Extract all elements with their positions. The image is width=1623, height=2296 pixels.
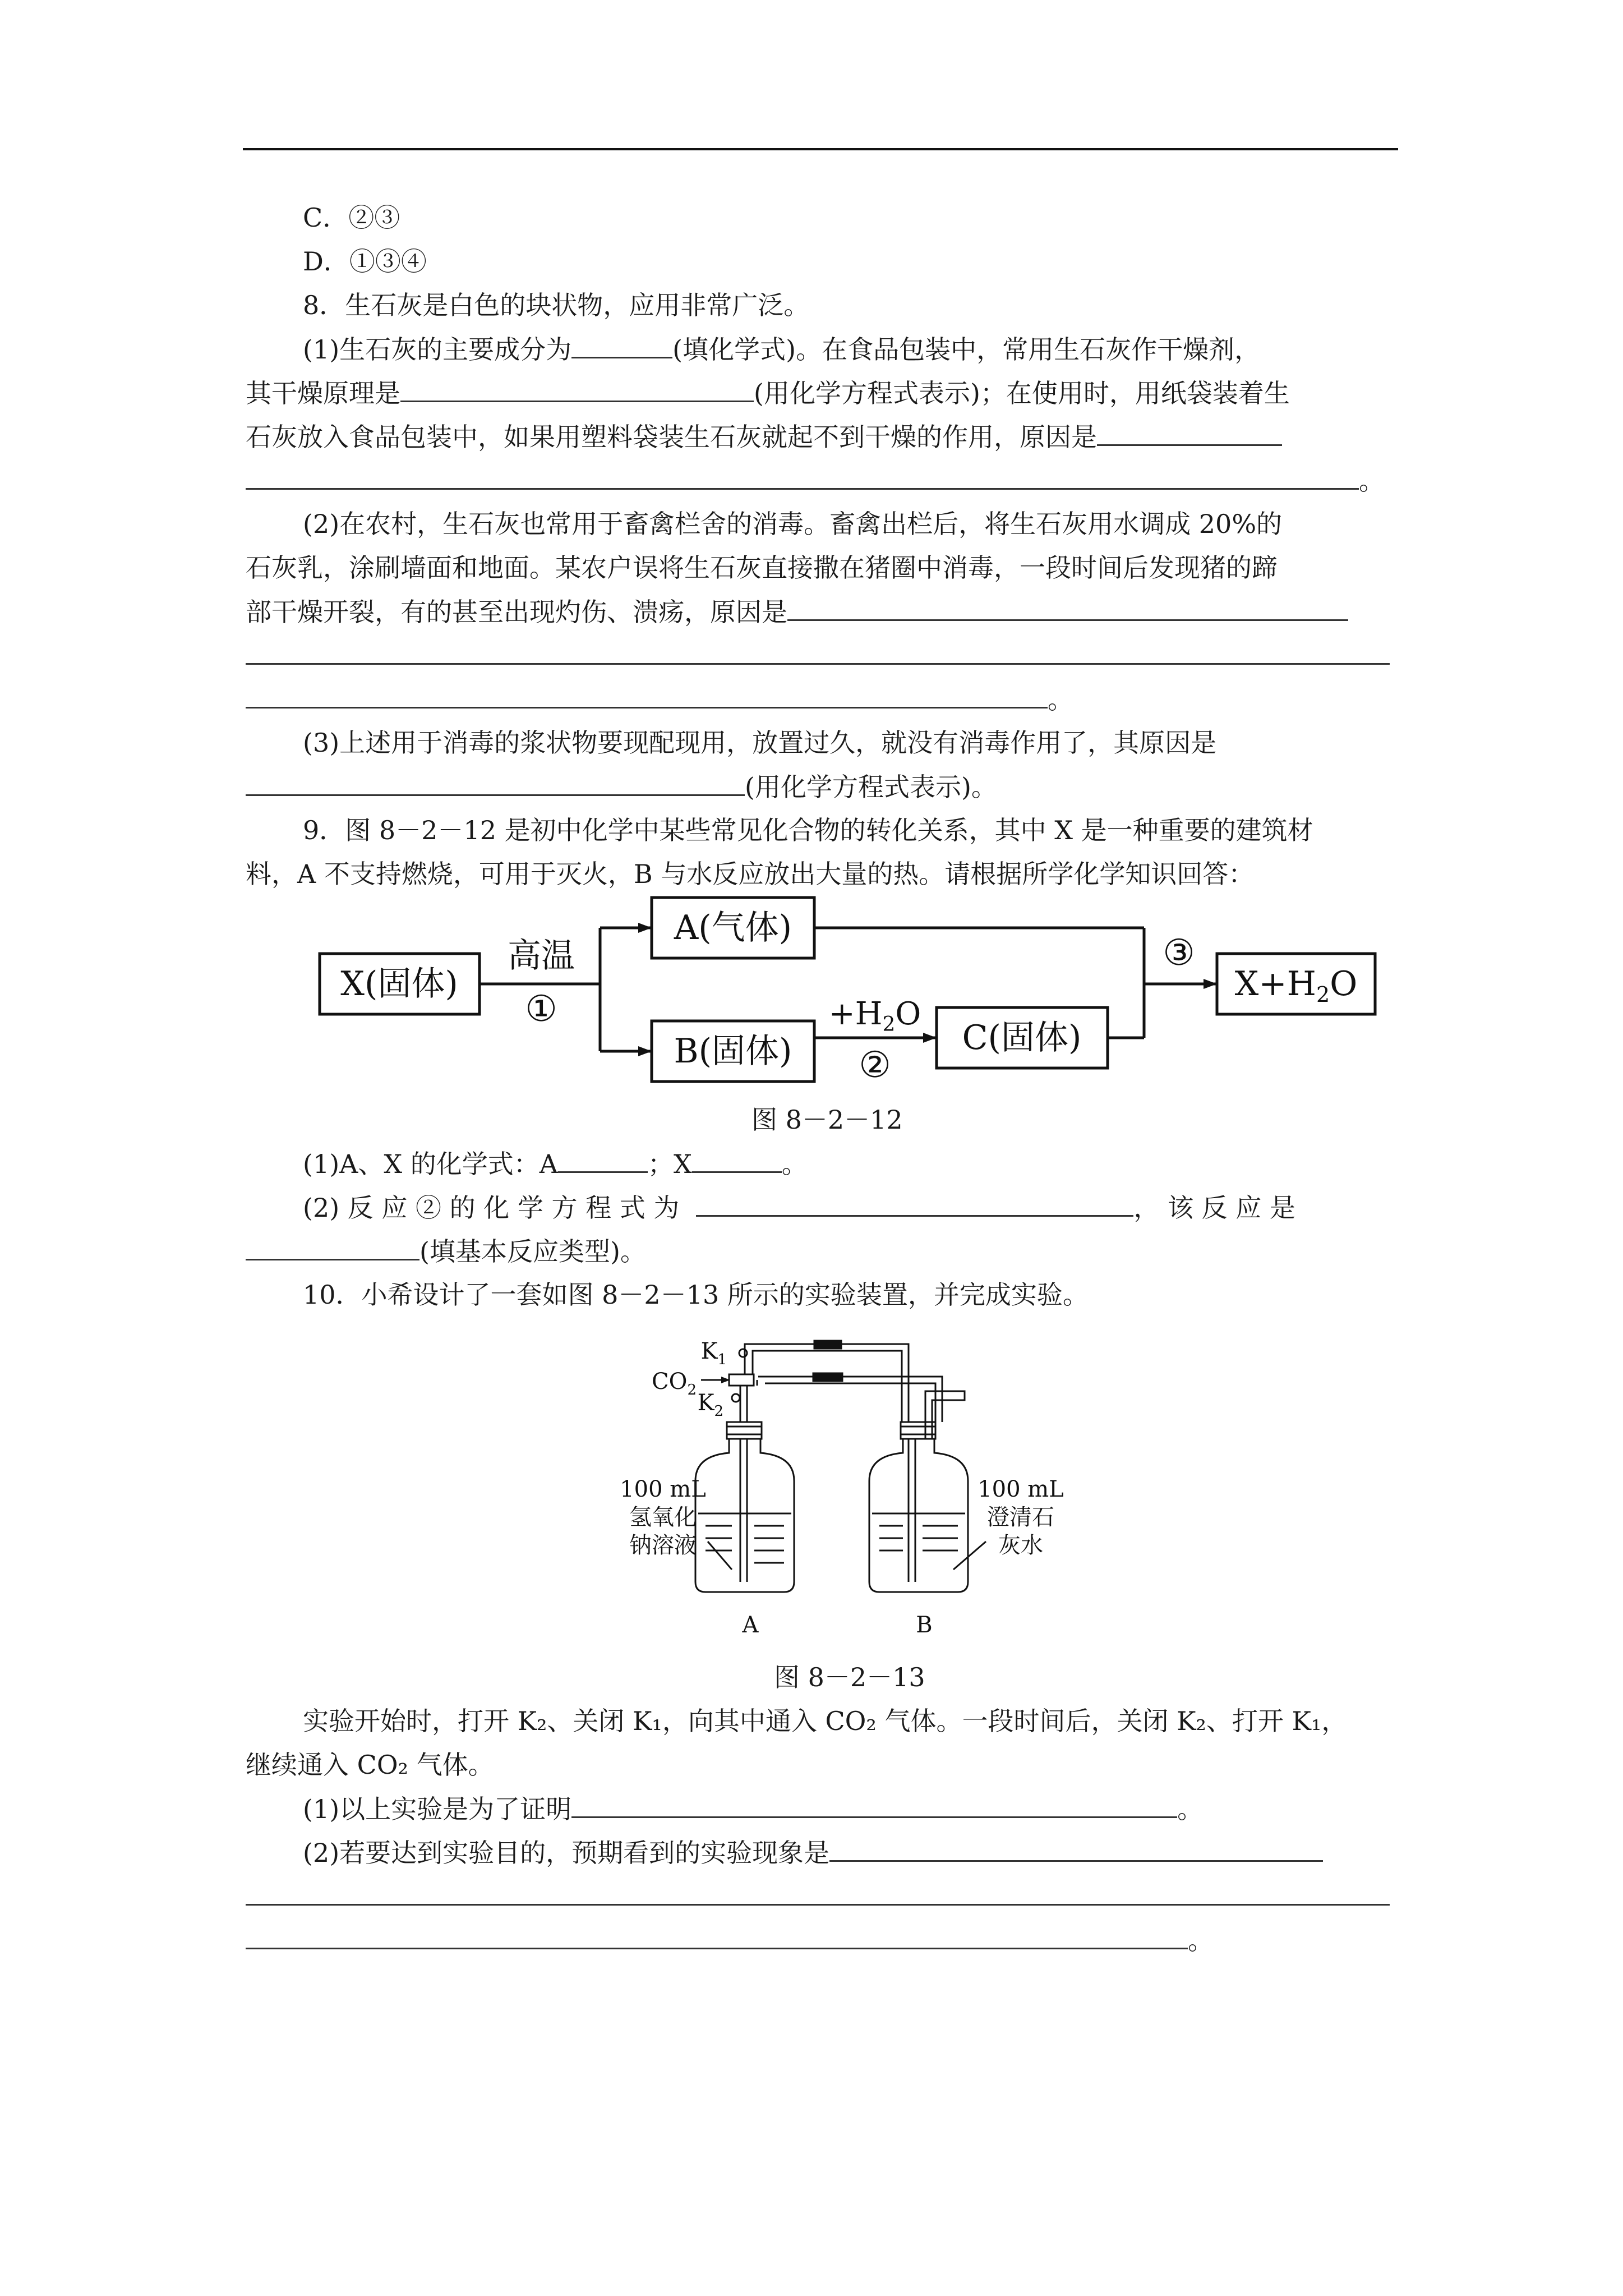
blank[interactable] <box>571 332 672 358</box>
a-box-label: A(气体) <box>674 908 792 947</box>
q10-stem: 10．小希设计了一套如图 8－2－13 所示的实验装置，并完成实验。 <box>303 1280 1089 1310</box>
stopper-b <box>901 1422 935 1439</box>
valve-k1[interactable] <box>739 1349 747 1357</box>
q9-p1: (1)A、X 的化学式：A ；X 。 <box>303 1147 1391 1181</box>
blank[interactable] <box>571 1792 1177 1818</box>
top-rule <box>243 148 1398 150</box>
inlet-tube <box>729 1374 754 1386</box>
k1-label: $K_1$ <box>700 1338 727 1368</box>
q8-p1-line1: (1)生石灰的主要成分为 (填化学式)。在食品包装中，常用生石灰作干燥剂， <box>303 332 1391 366</box>
valve-k2[interactable] <box>732 1394 740 1402</box>
q8-p2-line1: (2)在农村，生石灰也常用于畜禽栏舍的消毒。畜禽出栏后，将生石灰用水调成 20%的 <box>303 509 1283 539</box>
step-3-label: ③ <box>1163 932 1195 974</box>
blank[interactable] <box>246 1879 1390 1906</box>
option-d: D．①③④ <box>303 246 427 277</box>
blank[interactable] <box>246 1234 419 1260</box>
outlet-tube-b <box>925 1391 965 1439</box>
blank[interactable] <box>787 595 1348 621</box>
connector-lower <box>813 1373 842 1381</box>
bottle-b-label: B <box>916 1612 933 1638</box>
blank[interactable] <box>246 682 1048 708</box>
blank[interactable] <box>246 463 1359 490</box>
water-reagent-label: $+H_2O$ <box>828 996 921 1036</box>
c-box-label: C(固体) <box>962 1018 1082 1057</box>
left-solution-line1: 氢氧化 <box>629 1504 697 1530</box>
option-c: C．②③ <box>303 203 400 233</box>
blank[interactable] <box>829 1835 1323 1862</box>
stopper-a <box>727 1422 762 1439</box>
k2-label: $K_2$ <box>697 1390 723 1420</box>
q10-p2-line1: (2)若要达到实验目的，预期看到的实验现象是 <box>303 1835 1391 1870</box>
q10-p2-line3: 。 <box>246 1923 1390 1957</box>
blank[interactable] <box>692 1147 782 1173</box>
q8-p1-line4: 。 <box>246 463 1390 498</box>
q8-stem: 8．生石灰是白色的块状物，应用非常广泛。 <box>303 290 810 320</box>
co2-label: $CO_2$ <box>652 1369 697 1398</box>
blank[interactable] <box>246 770 745 796</box>
blank[interactable] <box>400 376 754 402</box>
q8-p2-line3: 部干燥开裂，有的甚至出现灼伤、溃疡，原因是 <box>246 595 1390 629</box>
left-solution-line2: 钠溶液 <box>629 1533 697 1558</box>
blank[interactable] <box>558 1147 648 1173</box>
blank[interactable] <box>246 638 1390 665</box>
left-volume-label: 100 mL <box>620 1476 706 1502</box>
q10-exp-line1: 实验开始时，打开 K₂、关闭 K₁，向其中通入 CO₂ 气体。一段时间后，关闭 K₂、打开 K₁， <box>303 1706 1348 1736</box>
q8-p2-line2: 石灰乳，涂刷墙面和地面。某农户误将生石灰直接撒在猪圈中消毒，一段时间后发现猪的蹄 <box>246 553 1278 583</box>
bottle-a <box>695 1439 794 1592</box>
blank[interactable] <box>696 1190 1133 1217</box>
q10-p2-line2 <box>246 1879 1390 1913</box>
condition-high-temp: 高温 <box>508 936 575 976</box>
fig-caption-8-2-13: 图 8－2－13 <box>774 1662 925 1692</box>
step-1-label: ① <box>525 988 557 1030</box>
q8-p3-line2: (用化学方程式表示)。 <box>246 770 1390 804</box>
x-box-label: X(固体) <box>340 964 458 1004</box>
right-solution-line2: 灰水 <box>998 1533 1043 1558</box>
q9-p2-line1: (2) 反 应 ② 的 化 学 方 程 式 为 ， 该 反 应 是 <box>303 1190 1391 1225</box>
connector-upper <box>814 1341 841 1349</box>
q8-p1-line3: 石灰放入食品包装中，如果用塑料袋装生石灰就起不到干燥的作用，原因是 <box>246 420 1390 454</box>
right-solution-line1: 澄清石 <box>987 1504 1054 1530</box>
product-label: $X+H_2O$ <box>1234 964 1358 1007</box>
lower-pipe <box>740 1377 942 1576</box>
q8-p1-line2: 其干燥原理是 (用化学方程式表示)；在使用时，用纸袋装着生 <box>246 376 1390 410</box>
q8-p2-line4 <box>246 638 1390 673</box>
fig-caption-8-2-12: 图 8－2－12 <box>751 1105 903 1135</box>
q10-exp-line2: 继续通入 CO₂ 气体。 <box>246 1750 494 1780</box>
q9-stem-line1: 9．图 8－2－12 是初中化学中某些常见化合物的转化关系，其中 X 是一种重要的建筑材 <box>303 815 1313 845</box>
blank[interactable] <box>246 1923 1188 1949</box>
bottle-a-label: A <box>742 1612 759 1638</box>
q10-p1: (1)以上实验是为了证明 。 <box>303 1792 1391 1826</box>
q8-p2-line5: 。 <box>246 682 1390 716</box>
b-box-label: B(固体) <box>674 1032 792 1071</box>
step-2-label: ② <box>859 1045 891 1086</box>
q9-p2-line2: (填基本反应类型)。 <box>246 1234 1390 1268</box>
q9-stem-line2: 料，A 不支持燃烧，可用于灭火，B 与水反应放出大量的热。请根据所学化学知识回答： <box>246 859 1255 889</box>
apparatus-diagram <box>617 1318 1077 1644</box>
blank[interactable] <box>1097 420 1282 446</box>
right-volume-label: 100 mL <box>978 1476 1064 1502</box>
q8-p3-line1: (3)上述用于消毒的浆状物要现配现用，放置过久，就没有消毒作用了，其原因是 <box>303 728 1217 758</box>
reaction-diagram <box>303 875 1402 1099</box>
